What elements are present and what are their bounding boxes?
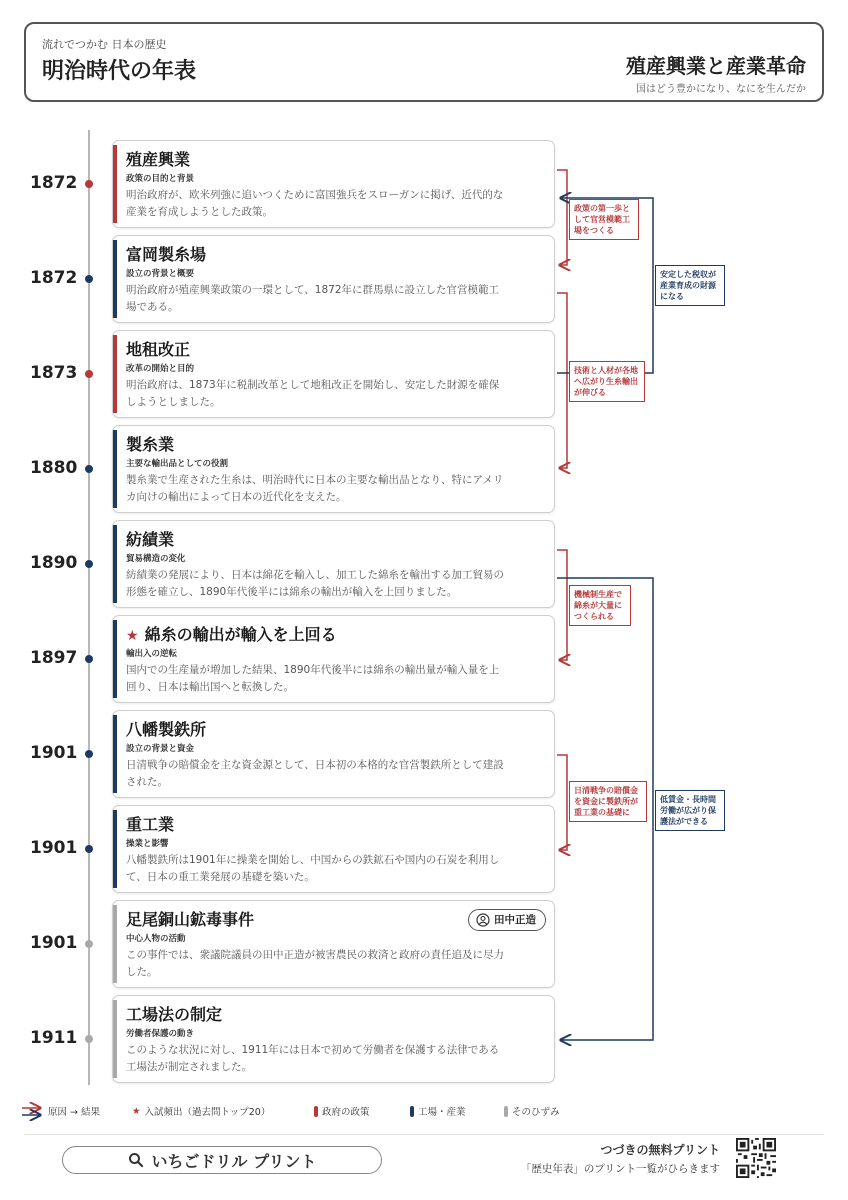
- promo-title: つづきの無料プリント: [600, 1143, 720, 1157]
- legend-policy-label: 政府の政策: [322, 1107, 370, 1118]
- cause-arrow: [557, 550, 567, 660]
- year-label: 1911: [30, 1028, 78, 1048]
- year-label: 1890: [30, 553, 78, 573]
- event-description: 製糸業で生産された生糸は、明治時代に日本の主要な輸出品となり、特にアメリカ向けの輸出によって日本の近代化を支えた。: [126, 474, 504, 503]
- event-description: 国内での生産量が増加した結果、1890年代後半には綿糸の輸出量が輸入量を上回り、日本は輸出国へと転換した。: [126, 664, 500, 693]
- legend-star-label: 入試頻出（過去問トップ20）: [144, 1107, 271, 1118]
- event-description: 日清戦争の賠償金を主な資金源として、日本初の本格的な官営製鉄所として建設された。: [126, 759, 504, 788]
- year-label: 1872: [30, 173, 78, 193]
- event-title: 富岡製糸場: [126, 245, 207, 264]
- industry-swatch: [410, 1106, 414, 1117]
- event-description: 紡績業の発展により、日本は綿花を輸入し、加工した綿糸を輸出する加工貿易の形態を確立し、1890年代後半には綿糸の輸出が輸入を上回りました。: [126, 569, 504, 598]
- year-label: 1901: [30, 743, 78, 763]
- event-title: 重工業: [126, 815, 175, 834]
- event-title: 工場法の制定: [126, 1005, 223, 1024]
- event-subtitle: 主要な輸出品としての役割: [126, 459, 229, 469]
- connector-note: 低賃金・長時間労働が広がり保護法ができる: [655, 790, 725, 831]
- event-title: 綿糸の輸出が輸入を上回る: [144, 625, 337, 644]
- event-subtitle: 改革の開始と目的: [126, 364, 195, 374]
- connector-note: 技術と人材が各地へ広がり生糸輸出が伸びる: [569, 361, 645, 402]
- legend-industry-label: 工場・産業: [418, 1107, 466, 1118]
- event-title: 地租改正: [126, 340, 191, 359]
- legend: [22, 1104, 622, 1120]
- legend-star: [132, 1104, 270, 1118]
- theme-subtitle: 国はどう豊かになり、なにを生んだか: [636, 84, 806, 95]
- search-bar[interactable]: [62, 1146, 382, 1174]
- event-subtitle: 中心人物の活動: [126, 934, 186, 944]
- event-title: 製糸業: [126, 435, 175, 454]
- event-description: 八幡製鉄所は1901年に操業を開始し、中国からの鉄鉱石や国内の石炭を利用して、日本の重工業発展の基礎を築いた。: [126, 854, 500, 883]
- star-icon: ★: [132, 1105, 141, 1117]
- theme-title: 殖産興業と産業革命: [626, 54, 806, 78]
- event-subtitle: 政策の目的と背景: [126, 174, 195, 184]
- event-description: 明治政府は、1873年に税制改革として地租改正を開始し、安定した財源を確保しようとしました。: [126, 379, 500, 408]
- year-label: 1901: [30, 838, 78, 858]
- legend-industry: [410, 1104, 466, 1118]
- legend-distortion-label: そのひずみ: [512, 1107, 560, 1118]
- year-label: 1897: [30, 648, 78, 668]
- connector-note: 日清戦争の賠償金を資金に製鉄所が重工業の基礎に: [569, 781, 647, 822]
- year-label: 1872: [30, 268, 78, 288]
- event-description: この事件では、衆議院議員の田中正造が被害農民の救済と政府の責任追及に尽力した。: [126, 949, 504, 978]
- year-label: 1901: [30, 933, 78, 953]
- event-title: 紡績業: [126, 530, 175, 549]
- event-title: 八幡製鉄所: [126, 720, 207, 739]
- event-subtitle: 労働者保護の動き: [126, 1029, 195, 1039]
- event-description: 明治政府が、欧米列強に追いつくために富国強兵をスローガンに掲げ、近代的な産業を育成しようとした政策。: [126, 189, 504, 218]
- connector-note: 政策の第一歩として官営模範工場をつくる: [569, 199, 639, 240]
- cause-arrow: [557, 755, 567, 850]
- event-title: 殖産興業: [126, 150, 191, 169]
- event-subtitle: 貿易構造の変化: [126, 554, 186, 564]
- legend-cause-label: 原因 → 結果: [48, 1107, 100, 1118]
- connector-note: 機械制生産で綿糸が大量につくられる: [569, 585, 631, 626]
- legend-cause: [48, 1104, 100, 1118]
- page-title: 明治時代の年表: [42, 59, 197, 84]
- divider: [24, 1134, 824, 1135]
- event-subtitle: 輸出入の逆転: [126, 649, 178, 659]
- year-label: 1880: [30, 458, 78, 478]
- promo-subtitle: 「歴史年表」のプリント一覧がひらきます: [520, 1163, 720, 1175]
- event-subtitle: 操業と影響: [126, 839, 169, 849]
- cause-arrow: [557, 293, 567, 468]
- event-title: 足尾銅山鉱毒事件: [126, 910, 255, 929]
- connector-note: 安定した税収が産業育成の財源になる: [655, 265, 725, 306]
- legend-distortion: [504, 1104, 560, 1118]
- event-subtitle: 設立の背景と概要: [126, 269, 195, 279]
- qr-code[interactable]: [736, 1138, 776, 1178]
- search-label: いちごドリル プリント: [151, 1151, 317, 1171]
- distortion-swatch: [504, 1106, 508, 1117]
- year-label: 1873: [30, 363, 78, 383]
- person-name: 田中正造: [494, 914, 536, 926]
- star-icon: ★: [126, 628, 139, 644]
- event-subtitle: 設立の背景と資金: [126, 744, 195, 754]
- policy-swatch: [314, 1106, 318, 1117]
- cause-arrow: [557, 170, 567, 265]
- event-description: このような状況に対し、1911年には日本で初めて労働者を保護する法律である工場法が制定されました。: [126, 1044, 500, 1073]
- legend-policy: [314, 1104, 370, 1118]
- series-label: 流れでつかむ 日本の歴史: [42, 38, 167, 51]
- search-icon: [128, 1152, 144, 1168]
- event-description: 明治政府が殖産興業政策の一環として、1872年に群馬県に設立した官営模範工場である。: [126, 284, 500, 313]
